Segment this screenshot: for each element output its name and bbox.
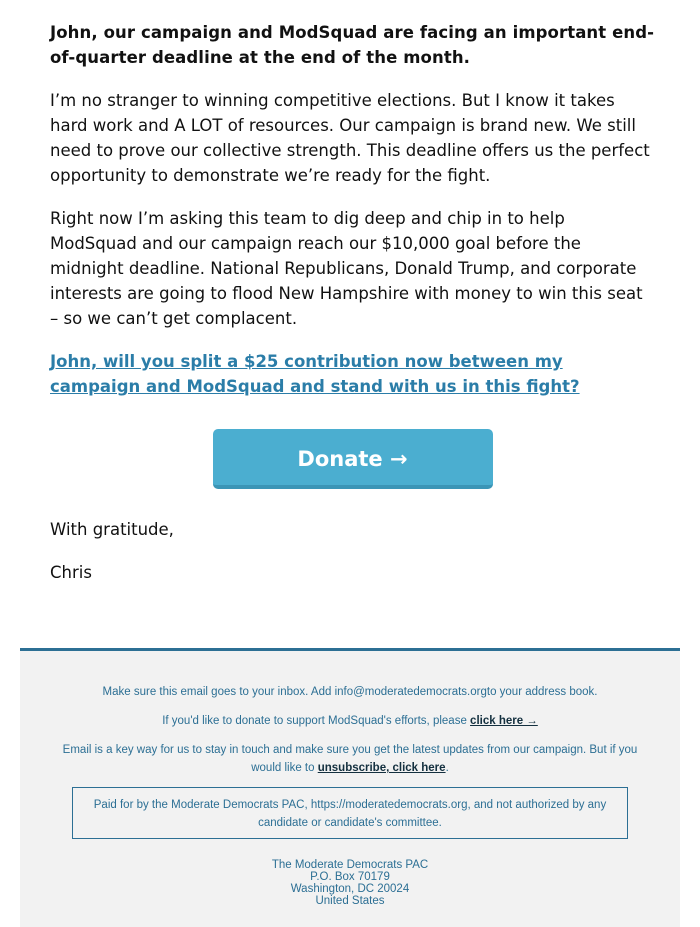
lead-heading: John, our campaign and ModSquad are facing an important end-of-quarter deadline at the end of the month. [50, 23, 655, 67]
address-country: United States [315, 895, 385, 907]
inbox-note: Make sure this email goes to your inbox. Add info@moderatedemocrats.orgto your address book. [102, 686, 598, 698]
address-po-box: P.O. Box 70179 [310, 871, 390, 883]
footer-donate-link[interactable]: click here → [470, 715, 538, 727]
unsubscribe-link[interactable]: unsubscribe, click here [317, 762, 446, 774]
paragraph-ask: Right now I’m asking this team to dig deep and chip in to help ModSquad and our campaign reach our $10,000 goal before the midnight deadline. National Republicans, Donald Trump, and corporate interests are going to flood New Hampshire with money to win this seat – so we can’t get complacent. [50, 209, 643, 328]
signature: Chris [50, 563, 92, 582]
mailing-address [20, 859, 680, 907]
donate-note-text: If you'd like to donate to support ModSquad's efforts, please [162, 715, 467, 727]
email-body [50, 20, 655, 603]
closing-text: With gratitude, [50, 520, 174, 539]
donate-button[interactable]: Donate → [213, 429, 493, 489]
contribution-link[interactable]: John, will you split a $25 contribution now between my campaign and ModSquad and stand with us in this fight? [50, 352, 580, 396]
paragraph-experience: I’m no stranger to winning competitive elections. But I know it takes hard work and A LOT of resources. Our campaign is brand new. We still need to prove our collective strength. This deadline offers us the perfect opportunity to demonstrate we’re ready for the fight. [50, 91, 650, 185]
donate-note [60, 712, 640, 730]
stay-in-touch-text: Email is a key way for us to stay in touch and make sure you get the latest updates from our campaign. But if you would like to [62, 744, 638, 774]
period: . [445, 762, 449, 774]
address-org: The Moderate Democrats PAC [271, 859, 429, 871]
footer [20, 648, 680, 927]
stay-in-touch-note [60, 741, 640, 777]
donate-button-wrap [50, 429, 655, 489]
paid-for-disclaimer: Paid for by the Moderate Democrats PAC, https://moderatedemocrats.org, and not authorized by any candidate or candidate's committee. [72, 787, 628, 839]
address-city: Washington, DC 20024 [290, 883, 410, 895]
